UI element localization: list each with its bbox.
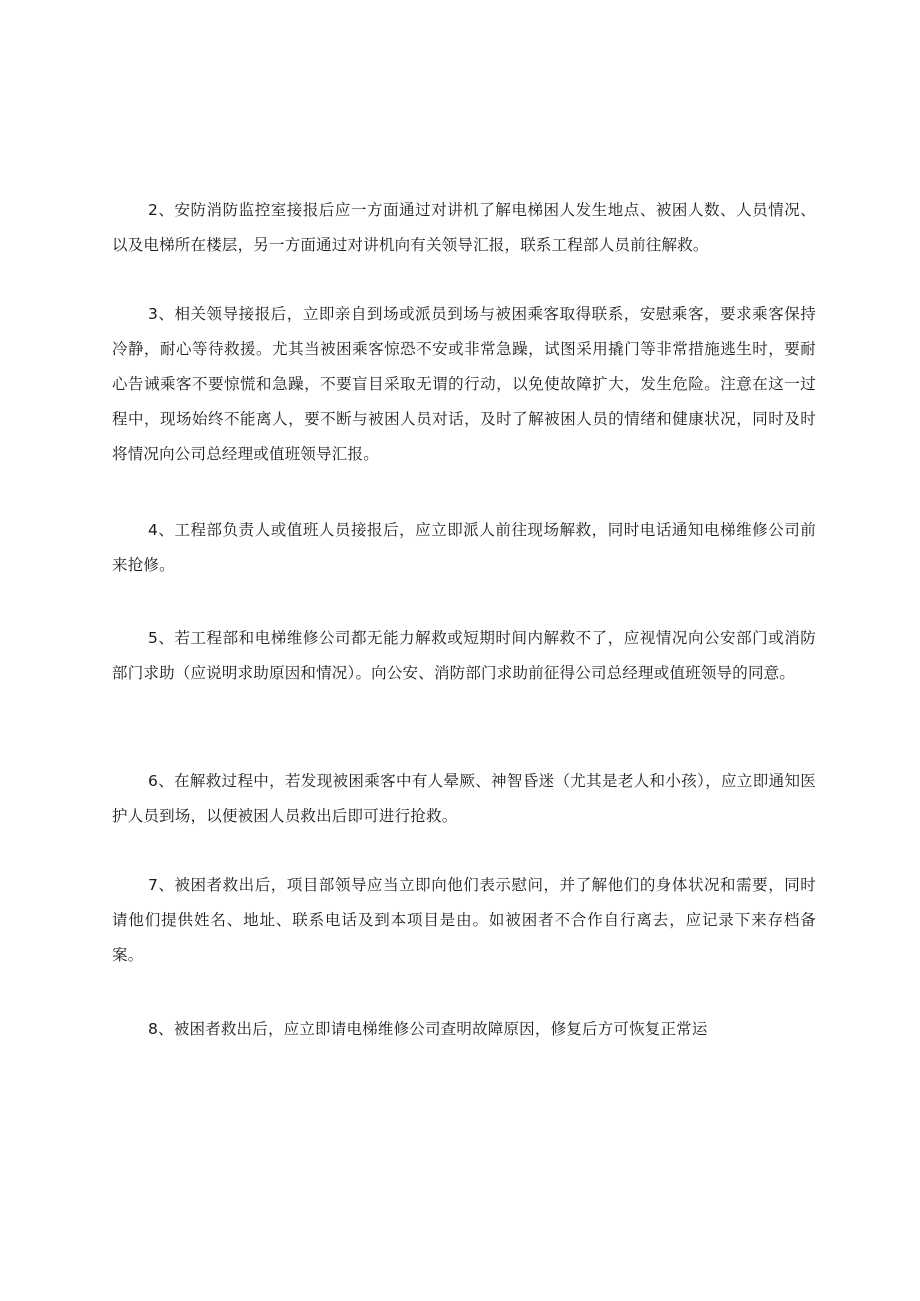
paragraph-step-6: 6、在解救过程中，若发现被困乘客中有人晕厥、神智昏迷（尤其是老人和小孩），应立即通知医护人员到场，以便被困人员救出后即可进行抢救。	[112, 772, 816, 825]
paragraph-step-3: 3、相关领导接报后，立即亲自到场或派员到场与被困乘客取得联系，安慰乘客，要求乘客保持冷静，耐心等待救援。尤其当被困乘客惊恐不安或非常急躁，试图采用撬门等非常措施逃生时，要耐心告诫乘客不要惊慌和急躁，不要盲目采取无谓的行动，以免使故障扩大，发生危险。注意在这一过程中，现场始终不能离人，要不断与被困人员对话，及时了解被困人员的情绪和健康状况，同时及时将情况向公司总经理或值班领导汇报。	[112, 305, 816, 463]
paragraph-step-4: 4、工程部负责人或值班人员接报后，应立即派人前往现场解救，同时电话通知电梯维修公司前来抢修。	[112, 521, 816, 574]
paragraph-step-5: 5、若工程部和电梯维修公司都无能力解救或短期时间内解救不了，应视情况向公安部门或消防部门求助（应说明求助原因和情况）。向公安、消防部门求助前征得公司总经理或值班领导的同意。	[112, 629, 816, 682]
paragraph-step-2: 2、安防消防监控室接报后应一方面通过对讲机了解电梯困人发生地点、被困人数、人员情况、以及电梯所在楼层，另一方面通过对讲机向有关领导汇报，联系工程部人员前往解救。	[112, 201, 816, 254]
paragraph-step-7: 7、被困者救出后，项目部领导应当立即向他们表示慰问，并了解他们的身体状况和需要，同时请他们提供姓名、地址、联系电话及到本项目是由。如被困者不合作自行离去，应记录下来存档备案。	[112, 876, 816, 964]
paragraph-step-8: 8、被困者救出后，应立即请电梯维修公司查明故障原因，修复后方可恢复正常运	[148, 1020, 708, 1038]
